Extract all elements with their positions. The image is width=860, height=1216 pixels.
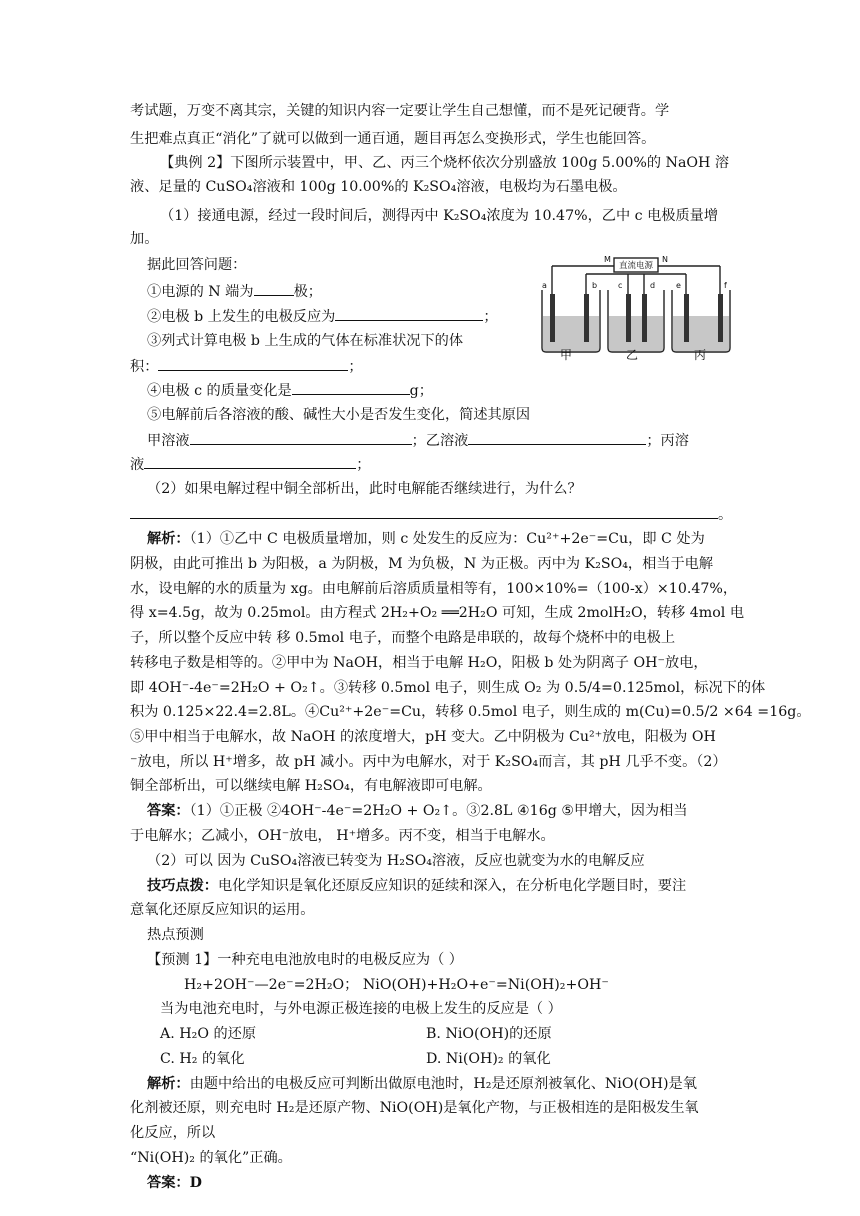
option-d: D. Ni(OH)₂ 的氧化 bbox=[426, 1051, 551, 1067]
beaker-label-yi: 乙 bbox=[626, 348, 639, 362]
question-6: （2）如果电解过程中铜全部析出，此时电解能否继续进行，为什么？ bbox=[147, 481, 582, 497]
analysis-line: 阴极，由此可推出 b 为阳极，a 为阴极，M 为负极，N 为正极。丙中为 K₂SO₄，相当于电解 bbox=[130, 556, 714, 572]
text-line: 考试题，万变不离其宗，关键的知识内容一定要让学生自己想懂，而不是死记硬背。学 bbox=[130, 103, 670, 119]
analysis-line: 即 4OH⁻-4e⁻=2H₂O + O₂↑。③转移 0.5mol 电子，则生成 O₂ 为 0.5/4=0.125mol，标况下的体 bbox=[130, 680, 766, 696]
prediction-title: 【预测 1】一种充电电池放电时的电极反应为（ ） bbox=[147, 952, 463, 968]
electrode-c bbox=[626, 294, 631, 342]
analysis-line: 转移电子数是相等的。②甲中为 NaOH，相当于电解 H₂O，阳极 b 处为阴离子 OH⁻放电， bbox=[130, 655, 708, 671]
text-line: （1）接通电源，经过一段时间后，测得丙中 K₂SO₄浓度为 10.47%，乙中 c 电极质量增 bbox=[160, 208, 719, 224]
analysis-line: 解析：（1）①乙中 C 电极质量增加，则 c 处发生的反应为：Cu²⁺+2e⁻=Cu，即 C 处为 bbox=[147, 531, 705, 547]
answer-line: （2）可以 因为 CuSO₄溶液已转变为 H₂SO₄溶液，反应也就变为水的电解反应 bbox=[147, 853, 645, 869]
answer-blank bbox=[130, 503, 718, 519]
solution-line: 化反应，所以 bbox=[130, 1125, 216, 1141]
label-e: e bbox=[676, 281, 681, 290]
tip-line: 技巧点拨：电化学知识是氧化还原反应知识的延续和深入，在分析电化学题目时，要注 bbox=[147, 878, 687, 894]
option-a: A. H₂O 的还原 bbox=[160, 1026, 257, 1042]
answer-blank bbox=[292, 379, 410, 395]
electrode-f bbox=[718, 294, 723, 342]
answer-blank bbox=[190, 429, 412, 445]
question-5-answers: 甲溶液 ；乙溶液 ；丙溶 bbox=[147, 429, 747, 452]
label-a: a bbox=[542, 281, 547, 290]
text-line: 生把难点真正“消化”了就可以做到一通百通，题目再怎么变换形式，学生也能回答。 bbox=[130, 131, 656, 147]
solution-line: 解析：由题中给出的电极反应可判断出做原电池时，H₂是还原剂被氧化、NiO(OH)是氧 bbox=[147, 1076, 697, 1092]
solution-line: “Ni(OH)₂ 的氧化”正确。 bbox=[130, 1150, 292, 1166]
answer-blank bbox=[335, 305, 483, 321]
power-label: 直流电源 bbox=[618, 261, 654, 271]
electrode-d bbox=[642, 294, 647, 342]
answer-line: 答案：（1）①正极 ②4OH⁻-4e⁻=2H₂O + O₂↑。③2.8L ④16g ⑤甲增大，因为相当 bbox=[147, 803, 688, 819]
option-c: C. H₂ 的氧化 bbox=[160, 1051, 245, 1067]
final-answer: 答案：D bbox=[147, 1175, 202, 1191]
label-c: c bbox=[618, 281, 623, 290]
terminal-m: M bbox=[604, 255, 611, 264]
answer-blank bbox=[158, 355, 348, 371]
question-3: ③列式计算电极 b 上生成的气体在标准状况下的体 bbox=[147, 333, 464, 349]
answer-blank bbox=[144, 453, 356, 469]
analysis-line: ⁻放电，所以 H⁺增多，故 pH 减小。丙中为电解水，对于 K₂SO₄而言，其 pH 几乎不变。（2） bbox=[130, 754, 727, 770]
prediction-equations: H₂+2OH⁻—2e⁻=2H₂O； NiO(OH)+H₂O+e⁻=Ni(OH)₂+OH⁻ bbox=[184, 977, 609, 993]
text-line: 加。 bbox=[130, 231, 159, 247]
beaker-label-jia: 甲 bbox=[560, 348, 573, 362]
question-5-cont: 液 ； bbox=[130, 453, 730, 476]
question-4: ④电极 c 的质量变化是 g； bbox=[147, 379, 747, 402]
question-1: ①电源的 N 端为 极； bbox=[147, 280, 747, 303]
electrode-e bbox=[684, 294, 689, 342]
question-5: ⑤电解前后各溶液的酸、碱性大小是否发生变化，简述其原因 bbox=[147, 407, 531, 423]
analysis-line: 积为 0.125×22.4=2.8L。④Cu²⁺+2e⁻=Cu，转移 0.5mol 电子，则生成的 m(Cu)=0.5/2 ×64 =16g。 bbox=[130, 704, 811, 720]
beaker-label-bing: 丙 bbox=[694, 348, 707, 362]
analysis-line: 子，所以整个反应中转 移 0.5mol 电子，而整个电路是串联的，故每个烧杯中的电极上 bbox=[130, 630, 676, 646]
answer-blank bbox=[468, 429, 646, 445]
option-b: B. NiO(OH)的还原 bbox=[426, 1026, 552, 1042]
question-6-blank: 。 bbox=[130, 503, 730, 526]
analysis-line: 得 x=4.5g，故为 0.25mol。由方程式 2H₂+O₂ ══2H₂O 可知，生成 2molH₂O，转移 4mol 电 bbox=[130, 605, 745, 621]
question-2: ②电极 b 上发生的电极反应为 ； bbox=[147, 305, 747, 328]
answer-blank bbox=[254, 280, 294, 296]
electrode-b bbox=[584, 294, 589, 342]
text-line: 液、足量的 CuSO₄溶液和 100g 10.00%的 K₂SO₄溶液，电极均为石墨电极。 bbox=[130, 179, 627, 195]
tip-line: 意氧化还原反应知识的运用。 bbox=[130, 902, 315, 918]
analysis-line: ⑤甲中相当于电解水，故 NaOH 的浓度增大，pH 变大。乙中阴极为 Cu²⁺放电，阳极为 OH bbox=[130, 729, 716, 745]
label-f: f bbox=[724, 281, 727, 290]
analysis-line: 水，设电解的水的质量为 xg。由电解前后溶质质量相等有，100×10%=（100-x）×10.47%， bbox=[130, 581, 738, 597]
example-title: 【典例 2】下图所示装置中，甲、乙、丙三个烧杯依次分别盛放 100g 5.00%的 NaOH 溶 bbox=[160, 155, 730, 171]
question-3-cont: 积： ； bbox=[130, 355, 730, 378]
label-b: b bbox=[592, 281, 598, 290]
terminal-n: N bbox=[662, 255, 668, 264]
analysis-line: 铜全部析出，可以继续电解 H₂SO₄，有电解液即可电解。 bbox=[130, 778, 492, 794]
label-d: d bbox=[650, 281, 656, 290]
electrolysis-diagram bbox=[538, 250, 734, 358]
prediction-question: 当为电池充电时，与外电源正极连接的电极上发生的反应是（ ） bbox=[160, 1001, 562, 1017]
solution-line: 化剂被还原，则充电时 H₂是还原产物、NiO(OH)是氧化产物，与正极相连的是阳极发生氧 bbox=[130, 1100, 699, 1116]
electrode-a bbox=[550, 294, 555, 342]
text-line: 据此回答问题： bbox=[147, 257, 247, 273]
answer-line: 于电解水；乙减小，OH⁻放电， H⁺增多。丙不变，相当于电解水。 bbox=[130, 828, 555, 844]
section-heading: 热点预测 bbox=[147, 927, 204, 943]
